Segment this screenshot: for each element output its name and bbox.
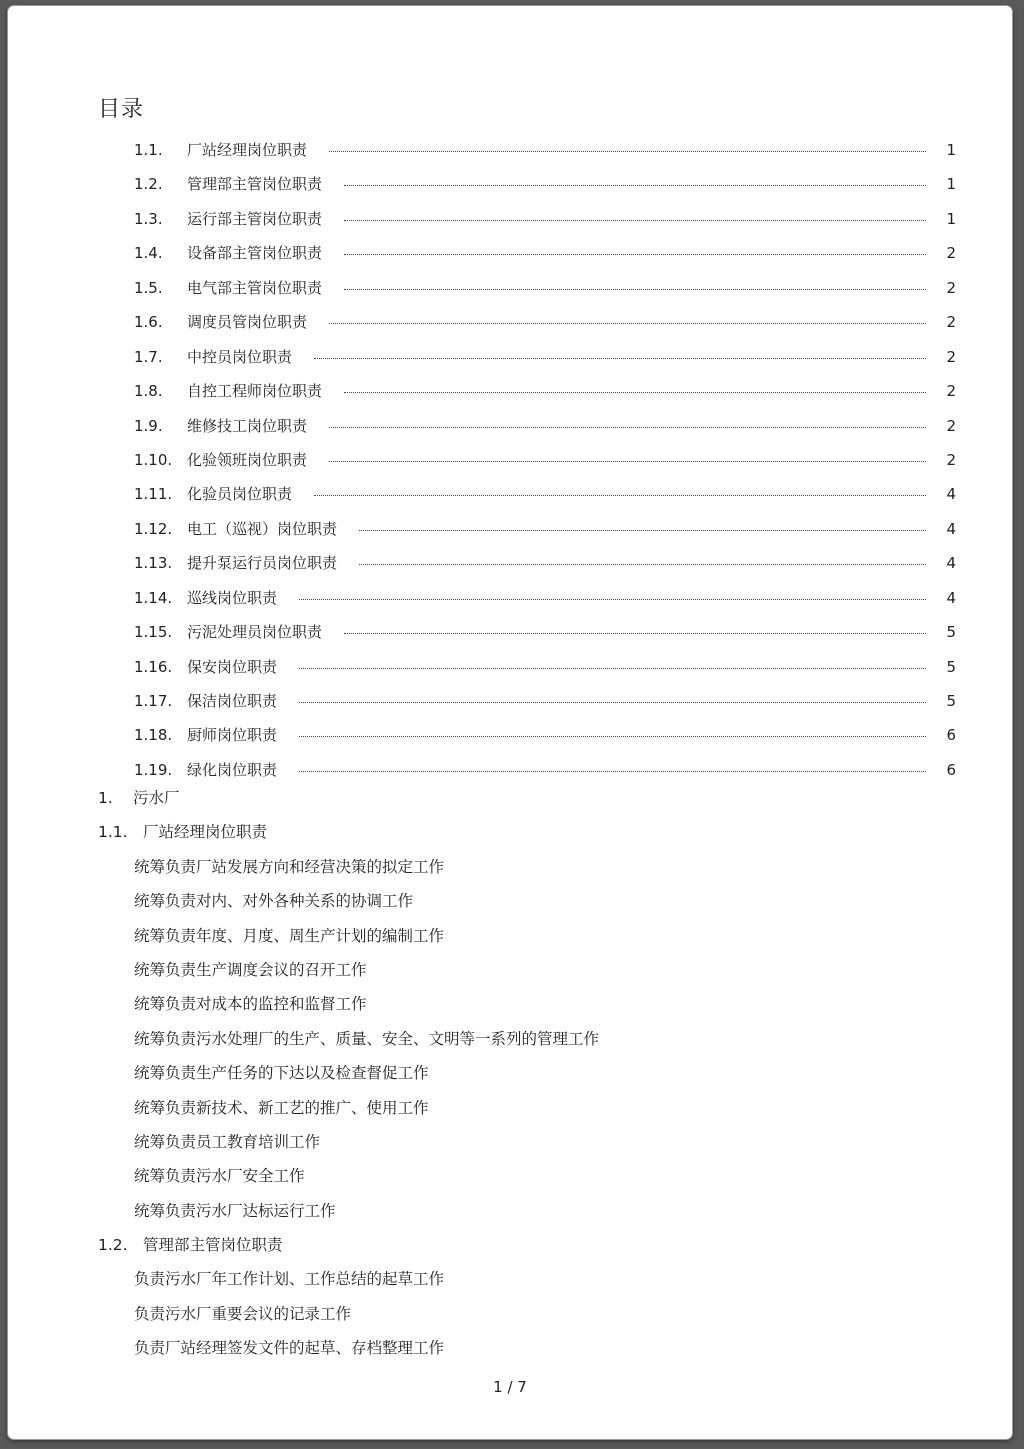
- toc-entry-page: 4: [946, 554, 956, 573]
- duty-text: 统筹负责污水厂达标运行工作: [134, 1201, 336, 1220]
- document-body: [8, 781, 1012, 1366]
- toc-entry-number: 1.4.: [134, 244, 163, 263]
- toc-entry-label: 污泥处理员岗位职责: [187, 623, 323, 642]
- duty-item: [8, 1331, 1012, 1365]
- section-title: 厂站经理岗位职责: [143, 823, 268, 842]
- toc-entry-label: 厨师岗位职责: [187, 726, 278, 745]
- chapter-number: 1.: [98, 789, 113, 807]
- duty-item: [8, 987, 1012, 1021]
- toc-dot-leader: [344, 289, 926, 290]
- toc-entry-number: 1.9.: [134, 416, 163, 435]
- toc-entry-number: 1.2.: [134, 175, 163, 194]
- toc-dot-leader: [329, 461, 926, 462]
- toc-entry-page: 4: [946, 485, 956, 504]
- duty-item: [8, 1159, 1012, 1193]
- toc-entry-label: 自控工程师岗位职责: [187, 382, 323, 401]
- duty-text: 负责污水厂重要会议的记录工作: [134, 1304, 352, 1323]
- section-heading: [8, 1228, 1012, 1262]
- toc-entry[interactable]: [8, 477, 1012, 511]
- toc-entry[interactable]: [8, 512, 1012, 546]
- toc-entry[interactable]: [8, 443, 1012, 477]
- toc-dot-leader: [344, 185, 926, 186]
- toc-entry-page: 1: [946, 175, 956, 194]
- toc-entry-page: 5: [946, 692, 956, 710]
- section-title: 管理部主管岗位职责: [143, 1236, 283, 1255]
- duty-item: [8, 1091, 1012, 1125]
- toc-entry[interactable]: [8, 271, 1012, 305]
- toc-entry-number: 1.10.: [134, 450, 173, 469]
- toc-dot-leader: [344, 633, 926, 634]
- toc-entry-number: 1.16.: [134, 657, 173, 676]
- toc-entry[interactable]: [8, 718, 1012, 752]
- toc-entry-number: 1.1.: [134, 141, 163, 159]
- toc-entry-number: 1.5.: [134, 278, 163, 297]
- table-of-contents: [8, 133, 1012, 787]
- toc-dot-leader: [329, 151, 926, 152]
- duty-item: [8, 919, 1012, 953]
- toc-dot-leader: [329, 323, 926, 324]
- toc-entry-page: 1: [946, 141, 956, 159]
- toc-entry-label: 中控员岗位职责: [187, 347, 293, 366]
- toc-entry-label: 化验员岗位职责: [187, 485, 293, 504]
- duty-text: 统筹负责员工教育培训工作: [134, 1132, 321, 1151]
- duty-text: 统筹负责新技术、新工艺的推广、使用工作: [134, 1098, 429, 1117]
- toc-entry-page: 5: [946, 657, 956, 676]
- toc-title: 目录: [98, 97, 145, 122]
- toc-entry-number: 1.7.: [134, 347, 163, 366]
- duty-item: [8, 1125, 1012, 1159]
- toc-entry-number: 1.8.: [134, 382, 163, 401]
- duty-item: [8, 1022, 1012, 1056]
- toc-entry[interactable]: [8, 236, 1012, 270]
- duty-item: [8, 884, 1012, 918]
- toc-entry-label: 维修技工岗位职责: [187, 416, 308, 435]
- toc-entry-page: 2: [946, 244, 956, 263]
- page-indicator: 1 / 7: [493, 1378, 527, 1396]
- toc-entry-number: 1.6.: [134, 313, 163, 332]
- toc-entry-label: 绿化岗位职责: [187, 760, 278, 779]
- toc-entry[interactable]: [8, 546, 1012, 580]
- toc-entry-label: 电工（巡视）岗位职责: [187, 519, 338, 538]
- toc-entry[interactable]: [8, 684, 1012, 718]
- duty-text: 统筹负责污水厂安全工作: [134, 1167, 305, 1186]
- chapter-title: 污水厂: [133, 789, 180, 807]
- toc-entry-number: 1.14.: [134, 588, 173, 607]
- duty-item: [8, 850, 1012, 884]
- duty-text: 统筹负责厂站发展方向和经营决策的拟定工作: [134, 857, 445, 876]
- toc-entry-label: 巡线岗位职责: [187, 588, 278, 607]
- toc-dot-leader: [314, 358, 926, 359]
- toc-dot-leader: [314, 495, 926, 496]
- duty-item: [8, 1194, 1012, 1228]
- toc-dot-leader: [299, 736, 926, 737]
- section-number: 1.1.: [98, 823, 128, 842]
- toc-entry[interactable]: [8, 340, 1012, 374]
- toc-entry-label: 电气部主管岗位职责: [187, 278, 323, 297]
- duty-text: 统筹负责年度、月度、周生产计划的编制工作: [134, 926, 445, 945]
- toc-entry-number: 1.15.: [134, 623, 173, 642]
- toc-entry-page: 2: [946, 416, 956, 435]
- toc-entry-number: 1.3.: [134, 209, 163, 228]
- toc-entry[interactable]: [8, 202, 1012, 236]
- toc-entry-number: 1.11.: [134, 485, 173, 504]
- duty-item: [8, 1262, 1012, 1296]
- duty-item: [8, 1056, 1012, 1090]
- toc-entry-number: 1.13.: [134, 554, 173, 573]
- duty-text: 负责污水厂年工作计划、工作总结的起草工作: [134, 1270, 445, 1289]
- toc-dot-leader: [299, 771, 926, 772]
- toc-entry-page: 6: [946, 760, 956, 779]
- toc-entry-label: 厂站经理岗位职责: [187, 141, 308, 159]
- toc-entry-page: 4: [946, 588, 956, 607]
- toc-entry[interactable]: [8, 409, 1012, 443]
- toc-entry-page: 2: [946, 313, 956, 332]
- duty-item: [8, 1297, 1012, 1331]
- toc-entry-number: 1.12.: [134, 519, 173, 538]
- toc-entry-page: 6: [946, 726, 956, 745]
- toc-entry[interactable]: [8, 581, 1012, 615]
- toc-entry[interactable]: [8, 650, 1012, 684]
- toc-entry-label: 设备部主管岗位职责: [187, 244, 323, 263]
- toc-entry-number: 1.17.: [134, 692, 173, 710]
- toc-entry-page: 1: [946, 209, 956, 228]
- toc-entry[interactable]: [8, 615, 1012, 649]
- document-page: [8, 6, 1012, 1439]
- toc-dot-leader: [359, 564, 926, 565]
- toc-entry-number: 1.19.: [134, 760, 173, 779]
- duty-text: 统筹负责生产调度会议的召开工作: [134, 960, 367, 979]
- toc-entry-label: 提升泵运行员岗位职责: [187, 554, 338, 573]
- toc-entry-number: 1.18.: [134, 726, 173, 745]
- toc-entry-label: 化验领班岗位职责: [187, 450, 308, 469]
- toc-entry-page: 2: [946, 450, 956, 469]
- toc-entry-page: 2: [946, 278, 956, 297]
- toc-entry-page: 2: [946, 347, 956, 366]
- toc-dot-leader: [359, 530, 926, 531]
- section-number: 1.2.: [98, 1236, 128, 1255]
- toc-entry[interactable]: [8, 133, 1012, 167]
- toc-entry[interactable]: [8, 167, 1012, 201]
- toc-dot-leader: [329, 427, 926, 428]
- toc-entry-label: 管理部主管岗位职责: [187, 175, 323, 194]
- toc-dot-leader: [344, 220, 926, 221]
- toc-entry-label: 调度员管岗位职责: [187, 313, 308, 332]
- toc-dot-leader: [299, 702, 926, 703]
- toc-dot-leader: [299, 668, 926, 669]
- section-heading: [8, 815, 1012, 849]
- toc-entry-label: 保洁岗位职责: [187, 692, 278, 710]
- duty-text: 负责厂站经理签发文件的起草、存档整理工作: [134, 1339, 445, 1358]
- toc-dot-leader: [344, 254, 926, 255]
- toc-dot-leader: [344, 392, 926, 393]
- toc-entry[interactable]: [8, 305, 1012, 339]
- toc-entry-page: 2: [946, 382, 956, 401]
- toc-entry-page: 5: [946, 623, 956, 642]
- chapter-heading: [8, 781, 1012, 815]
- toc-dot-leader: [299, 599, 926, 600]
- duty-text: 统筹负责生产任务的下达以及检查督促工作: [134, 1064, 429, 1083]
- toc-entry-page: 4: [946, 519, 956, 538]
- duty-text: 统筹负责对内、对外各种关系的协调工作: [134, 892, 414, 911]
- duty-item: [8, 953, 1012, 987]
- duty-text: 统筹负责对成本的监控和监督工作: [134, 995, 367, 1014]
- duty-text: 统筹负责污水处理厂的生产、质量、安全、文明等一系列的管理工作: [134, 1029, 600, 1048]
- toc-entry-label: 保安岗位职责: [187, 657, 278, 676]
- toc-entry[interactable]: [8, 374, 1012, 408]
- toc-entry-label: 运行部主管岗位职责: [187, 209, 323, 228]
